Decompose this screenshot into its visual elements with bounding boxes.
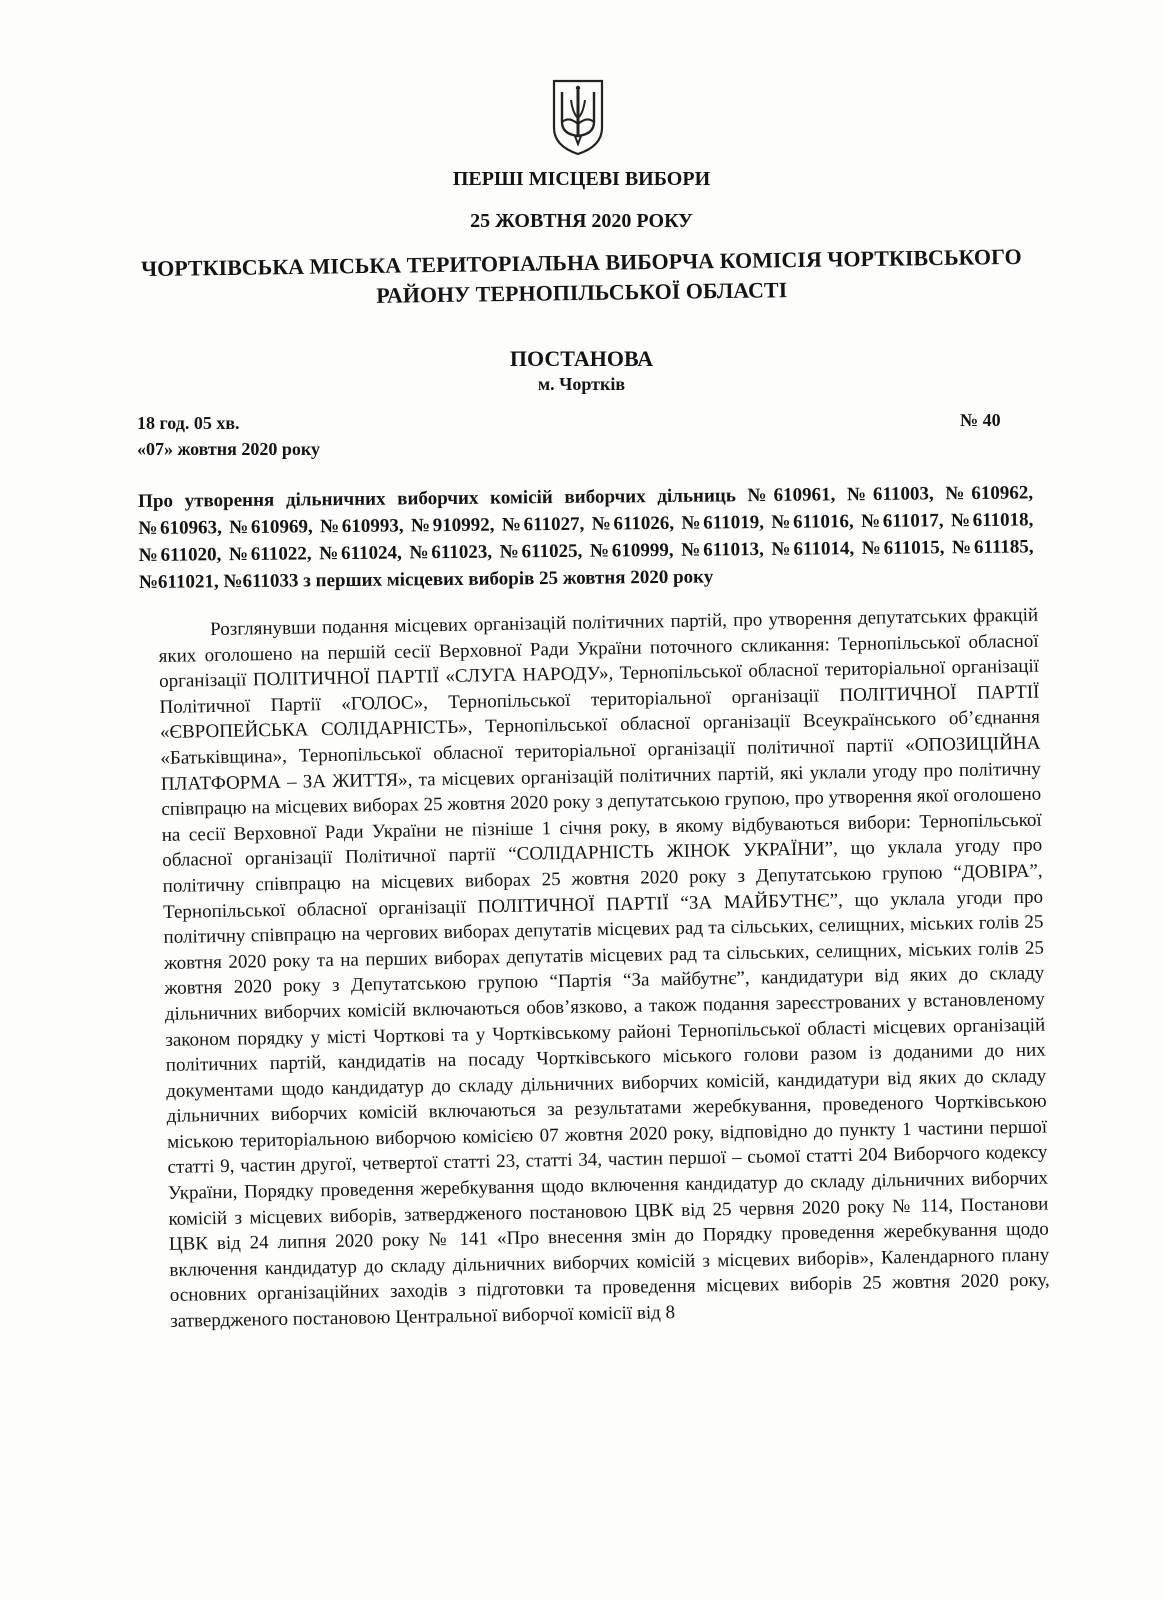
document-body: Розглянувши подання місцевих організацій політичних партій, про утворення депутатських фракцій яких оголошено на першій сесії Верховної Ради України поточного скликання: Тернопільської обласної організації ПОЛІТИЧНОЇ ПАРТІЇ «СЛУГА НАРОДУ», Тернопільської обласної територіальної організації Політичної Партії «ГОЛОС», Тернопільської територіальної організації ПОЛІТИЧНОЇ ПАРТІЇ «ЄВРОПЕЙСЬКА СОЛІДАРНІСТЬ», Тернопільської обласної організації Всеукраїнського об’єднання «Батьківщина», Тернопільської обласної територіальної організації політичної партії «ОПОЗИЦІЙНА ПЛАТФОРМА – ЗА ЖИТТЯ», та місцевих організацій політичних партій, які уклали угоду про політичну співпрацю на місцевих виборах 25 жовтня 2020 року з депутатською групою, про утворення якої оголошено на сесії Верховної Ради України не пізніше 1 січня року, в якому відбуваються вибори: Тернопільської обласної організації Політичної партії “СОЛІДАРНІСТЬ ЖІНОК УКРАЇНИ”, що уклала угоду про політичну співпрацю на місцевих виборах 25 жовтня 2020 року з Депутатською групою “ДОВІРА”, Тернопільської обласної організації ПОЛІТИЧНОЇ ПАРТІЇ “ЗА МАЙБУТНЄ”, що уклала угоди про політичну співпрацю на чергових виборах депутатів місцевих рад та сільських, селищних, міських голів 25 жовтня 2020 року та на перших виборах депутатів місцевих рад та сільських, селищних, міських голів 25 жовтня 2020 року з Депутатською групою “Партія “За майбутнє”, кандидатури від яких до складу дільничних виборчих комісій включаються обов’язково, а також подання зареєстрованих у встановленому законом порядку у місті Чорткові та у Чортківському районі Тернопільської області місцевих організацій політичних партій, кандидатів на посаду Чортківського міського голови разом із доданими до них документами щодо кандидатур до складу дільничних виборчих комісій, кандидатури від яких до складу дільничних виборчих комісій включаються за результатами жеребкування, проведеного Чортківською міською територіальною виборчою комісією 07 жовтня 2020 року, відповідно до пункту 1 частини першої статті 9, частин другої, четвертої статті 23, статті 34, частин першої – сьомої статті 204 Виборчого кодексу України, Порядку проведення жеребкування щодо включення кандидатур до складу дільничних виборчих комісій з місцевих виборів, затвердженого постановою ЦВК від 25 червня 2020 року № 114, Постанови ЦВК від 24 липня 2020 року № 141 «Про внесення змін до Порядку проведення жеребкування щодо включення кандидатур до складу дільничних виборчих комісій з місцевих виборів», Календарного плану основних організаційних заходів з підготовки та проведення місцевих виборів 25 жовтня 2020 року, затвердженого постановою Центральної виборчої комісії від 8 (158, 604, 1050, 1332)
coat-of-arms-trident-icon (551, 78, 605, 156)
commission-heading-line1: ЧОРТКІВСЬКА МІСЬКА ТЕРИТОРІАЛЬНА ВИБОРЧА КОМІСІЯ ЧОРТКІВСЬКОГО (140, 243, 1022, 282)
document-datetime (137, 410, 320, 462)
city-heading: м. Чортків (537, 374, 626, 394)
commission-heading (0, 240, 1163, 316)
document-date: «07» жовтня 2020 року (137, 439, 321, 459)
elections-date-heading: 25 ЖОВТНЯ 2020 РОКУ (470, 210, 693, 232)
document-title: Про утворення дільничних виборчих комісій виборчих дільниць №610961, №611003, №610962, №610963, №610969, №610993, №910992, №611027, №611026, №611019, №611016, №611017, №611018, №611020, №611022, №611024, №611023, №611025, №610999, №611013, №611014, №611015, №611185, №611021, №611033 з перших місцевих виборів 25 жовтня 2020 року (138, 482, 1034, 593)
document-type-heading: ПОСТАНОВА (509, 346, 654, 371)
elections-heading: ПЕРШІ МІСЦЕВІ ВИБОРИ (452, 168, 711, 190)
document-number: № 40 (960, 410, 1001, 430)
commission-heading-line2: РАЙОНУ ТЕРНОПІЛЬСЬКОЇ ОБЛАСТІ (376, 277, 788, 308)
document-time: 18 год. 05 хв. (137, 413, 240, 433)
